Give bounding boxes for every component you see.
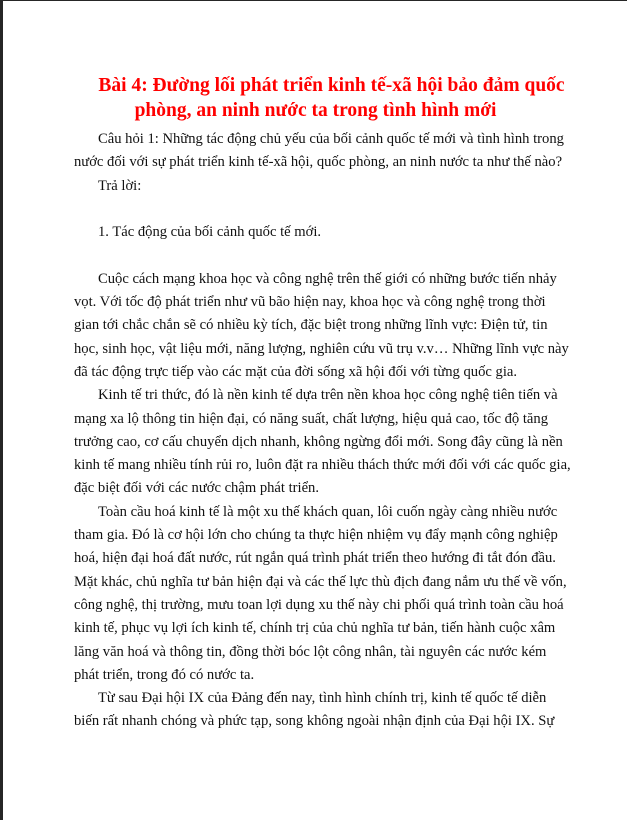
paragraph-line: Từ sau Đại hội IX của Đảng đến nay, tình hình chính trị, kinh tế quốc tế diễn	[98, 690, 547, 707]
paragraph-line: đã tác động trực tiếp vào các mặt của đời sống xã hội đối với từng quốc gia.	[74, 363, 518, 380]
paragraph-line: Mặt khác, chủ nghĩa tư bản hiện đại và các thế lực thù địch đang nắm ưu thế về vốn,	[74, 573, 567, 590]
paragraph-line: phát triển, trong đó có nước ta.	[74, 666, 255, 683]
paragraph-line: công nghệ, thị trường, mưu toan lợi dụng xu thế này chi phối quá trình toàn cầu hoá	[74, 596, 564, 613]
paragraph-line: đặc biệt đối với các nước chậm phát triển.	[74, 480, 319, 497]
document-body	[74, 128, 574, 734]
spacer	[74, 198, 574, 221]
paragraph-line: Toàn cầu hoá kinh tế là một xu thế khách quan, lôi cuốn ngày càng nhiều nước	[98, 503, 558, 520]
question-line: nước đối với sự phát triển kinh tế-xã hội, quốc phòng, an ninh nước ta như thế nào?	[74, 154, 563, 171]
paragraph-knowledge-economy	[74, 384, 574, 500]
paragraph-line: kinh tế, phục vụ lợi ích kinh tế, chính trị của chủ nghĩa tư bản, tiến hành cuộc xâm	[74, 620, 556, 637]
answer-label: Trả lời:	[98, 177, 142, 194]
paragraph-line: biến rất nhanh chóng và phức tạp, song không ngoài nhận định của Đại hội IX. Sự	[74, 713, 555, 730]
document-title	[0, 73, 627, 123]
title-line-2: phòng, an ninh nước ta trong tình hình mới	[134, 100, 497, 121]
question-line: Câu hỏi 1: Những tác động chủ yếu của bối cảnh quốc tế mới và tình hình trong	[98, 131, 564, 147]
paragraph-science-technology	[74, 268, 574, 384]
paragraph-line: gian tới chắc chắn sẽ có nhiều kỳ tích, đặc biệt trong những lĩnh vực: Điện tử, tin	[74, 317, 548, 334]
paragraph-since-congress-ix	[74, 687, 574, 734]
paragraph-globalization	[74, 501, 574, 687]
paragraph-line: học, sinh học, vật liệu mới, năng lượng, nghiên cứu vũ trụ v.v… Những lĩnh vực này	[74, 340, 569, 357]
paragraph-line: Kinh tế tri thức, đó là nền kinh tế dựa trên nền khoa học công nghệ tiên tiến và	[98, 387, 558, 404]
paragraph-line: kinh tế mang nhiều tính rủi ro, luôn đặt ra nhiều thách thức mới đối với các quốc gia,	[74, 457, 571, 474]
paragraph-line: tham gia. Đó là cơ hội lớn cho chúng ta thực hiện nhiệm vụ đẩy mạnh công nghiệp	[74, 527, 558, 544]
title-line-1: Bài 4: Đường lối phát triển kinh tế-xã hội bảo đảm quốc	[98, 75, 565, 96]
paragraph-line: mạng xa lộ thông tin hiện đại, có năng suất, chất lượng, hiệu quả cao, tốc độ tăng	[74, 410, 548, 427]
question	[74, 128, 574, 175]
paragraph-line: vọt. Với tốc độ phát triển như vũ bão hiện nay, khoa học và công nghệ trong thời	[74, 294, 546, 311]
paragraph-line: hoá, hiện đại hoá đất nước, rút ngắn quá trình phát triển theo hướng đi tắt đón đầu.	[74, 550, 556, 567]
spacer	[74, 244, 574, 267]
section-heading: 1. Tác động của bối cảnh quốc tế mới.	[98, 224, 322, 241]
paragraph-line: trưởng cao, cơ cấu chuyển dịch nhanh, không ngừng đổi mới. Song đây cũng là nền	[74, 433, 563, 450]
paragraph-line: lăng văn hoá và thông tin, đồng thời bóc lột công nhân, tài nguyên các nước kém	[74, 643, 547, 660]
paragraph-line: Cuộc cách mạng khoa học và công nghệ trên thế giới có những bước tiến nhảy	[98, 270, 557, 287]
